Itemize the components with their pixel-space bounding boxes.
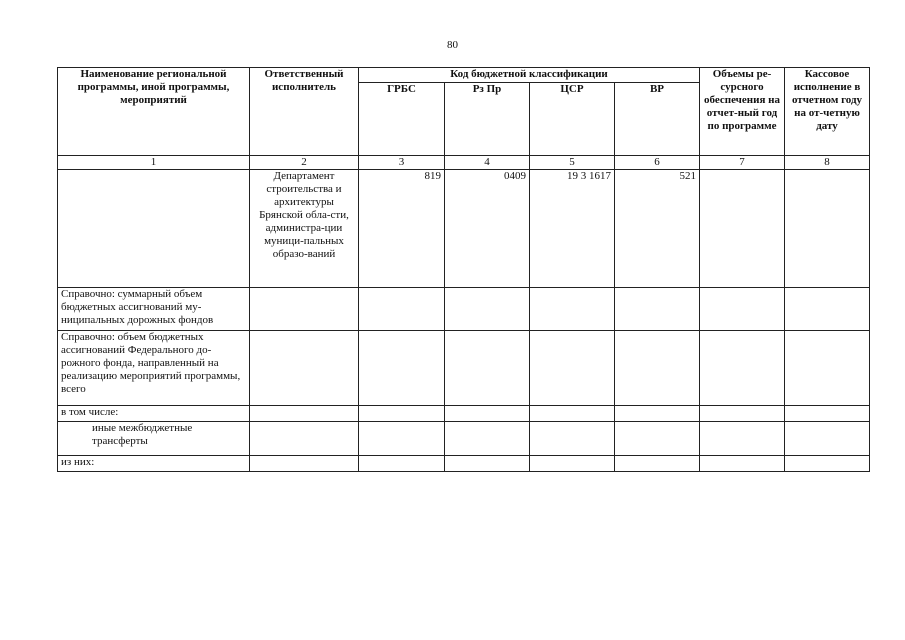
cell-csr [530, 456, 615, 472]
budget-report-table [57, 67, 870, 472]
cell-grbs [359, 456, 445, 472]
header-row [58, 68, 870, 83]
cell-cash [785, 422, 870, 456]
table-row [58, 331, 870, 406]
cell-cash [785, 406, 870, 422]
cell-vr: 521 [615, 170, 700, 288]
cell-rzpr [445, 456, 530, 472]
cell-csr [530, 331, 615, 406]
cell-rzpr [445, 288, 530, 331]
header-budget-code: Код бюджетной классификации [359, 68, 700, 83]
column-number: 5 [530, 156, 615, 170]
header-cash: Кассовое исполнение в отчетном году на от-четную дату [785, 68, 870, 156]
cell-rzpr [445, 422, 530, 456]
column-number: 3 [359, 156, 445, 170]
cell-grbs [359, 406, 445, 422]
cell-volume [700, 422, 785, 456]
column-number: 7 [700, 156, 785, 170]
cell-rzpr [445, 331, 530, 406]
column-number: 8 [785, 156, 870, 170]
cell-grbs [359, 422, 445, 456]
cell-vr [615, 406, 700, 422]
header-volume: Объемы ре-сурсного обеспечения на отчет-ный год по программе [700, 68, 785, 156]
header-name: Наименование региональной программы, иной программы, мероприятий [58, 68, 250, 156]
cell-name: Справочно: суммарный объем бюджетных ассигнований му-ниципальных дорожных фондов [58, 288, 250, 331]
page-number: 80 [447, 39, 458, 51]
cell-grbs [359, 331, 445, 406]
cell-cash [785, 331, 870, 406]
cell-name: иные межбюджетные трансферты [58, 422, 250, 456]
cell-executor [250, 456, 359, 472]
column-number: 4 [445, 156, 530, 170]
cell-executor: Департамент строительства и архитектуры Брянской обла-сти, администра-ции муници-пальных образо-ваний [250, 170, 359, 288]
cell-cash [785, 288, 870, 331]
cell-name: Справочно: объем бюджетных ассигнований Федерального до-рожного фонда, направленный на реализацию мероприятий программы, всего [58, 331, 250, 406]
cell-executor [250, 422, 359, 456]
cell-vr [615, 422, 700, 456]
cell-name: в том числе: [58, 406, 250, 422]
cell-cash [785, 456, 870, 472]
table-row [58, 170, 870, 288]
cell-grbs: 819 [359, 170, 445, 288]
cell-grbs [359, 288, 445, 331]
cell-executor [250, 288, 359, 331]
cell-csr [530, 406, 615, 422]
header-csr: ЦСР [530, 83, 615, 156]
cell-csr: 19 3 1617 [530, 170, 615, 288]
table-row [58, 406, 870, 422]
cell-name [58, 170, 250, 288]
header-vr: ВР [615, 83, 700, 156]
column-number: 2 [250, 156, 359, 170]
column-number: 1 [58, 156, 250, 170]
cell-rzpr [445, 406, 530, 422]
cell-executor [250, 406, 359, 422]
cell-name: из них: [58, 456, 250, 472]
cell-vr [615, 456, 700, 472]
table-row [58, 288, 870, 331]
cell-csr [530, 422, 615, 456]
cell-csr [530, 288, 615, 331]
header-rzpr: Рз Пр [445, 83, 530, 156]
cell-volume [700, 288, 785, 331]
cell-volume [700, 456, 785, 472]
cell-cash [785, 170, 870, 288]
table-row [58, 422, 870, 456]
cell-volume [700, 170, 785, 288]
cell-rzpr: 0409 [445, 170, 530, 288]
column-number: 6 [615, 156, 700, 170]
cell-volume [700, 406, 785, 422]
cell-executor [250, 331, 359, 406]
header-executor: Ответственный исполнитель [250, 68, 359, 156]
table-row [58, 456, 870, 472]
column-number-row [58, 156, 870, 170]
cell-vr [615, 288, 700, 331]
cell-volume [700, 331, 785, 406]
cell-vr [615, 331, 700, 406]
header-grbs: ГРБС [359, 83, 445, 156]
